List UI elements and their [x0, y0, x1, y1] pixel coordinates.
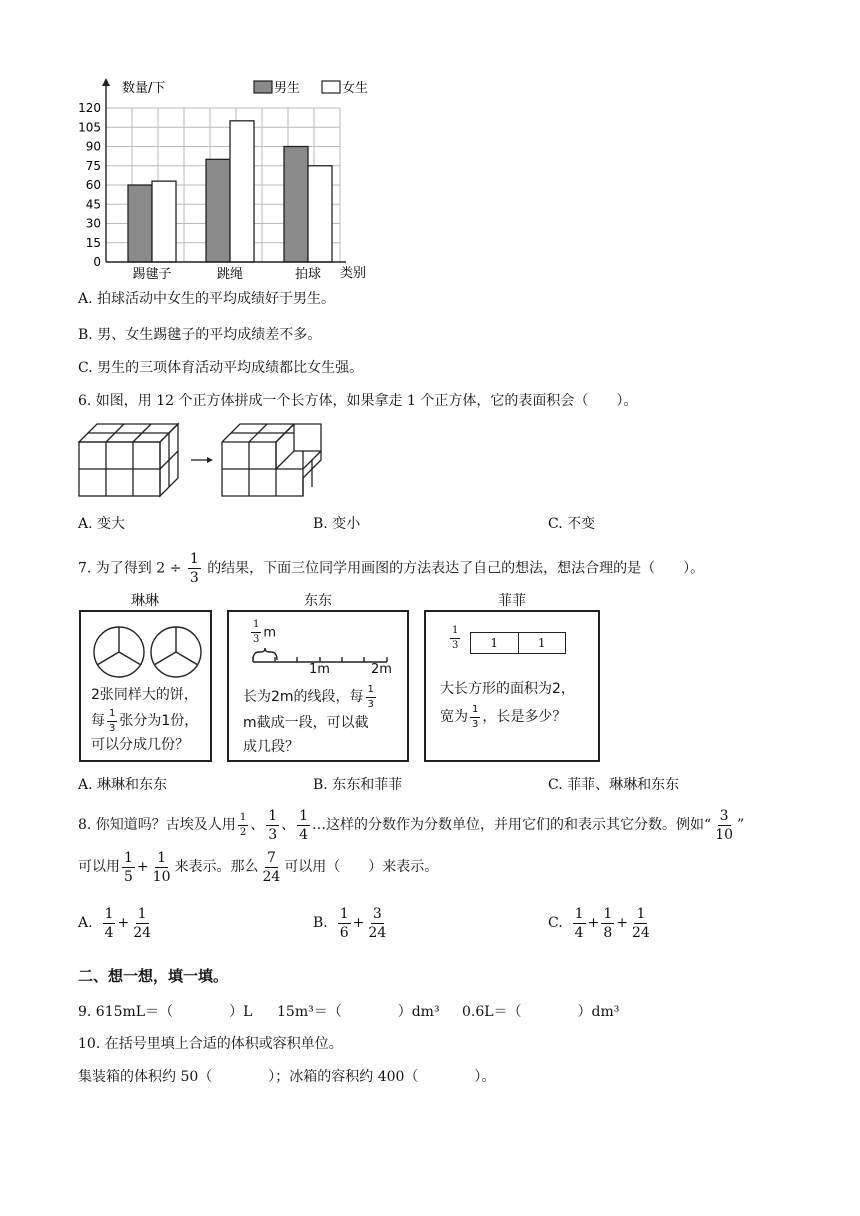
bar-女生-跳绳: [230, 121, 254, 262]
dongdong-fraction-label: $\frac{1}{3}$ m: [253, 619, 277, 645]
tick-1m: 1m: [309, 662, 330, 677]
bar-chart: [60, 72, 390, 282]
y-tick-label: 0: [93, 255, 101, 269]
tick-2m: 2m: [371, 662, 392, 677]
q7-fraction: $\frac{1}{3}$: [189, 551, 199, 586]
q5-option-a: A. 拍球活动中女生的平均成绩好于男生。: [78, 291, 336, 307]
x-tick-label: 跳绳: [216, 267, 244, 282]
q6-cube-figure: [75, 420, 335, 502]
dongdong-line1: 长为2m的线段，每 $\frac{1}{3}$: [243, 683, 374, 710]
q7-stem-pre: 7. 为了得到: [78, 560, 152, 577]
bar-男生-踢毽子: [128, 185, 152, 262]
legend-label: 女生: [342, 81, 369, 96]
y-tick-label: 45: [85, 197, 101, 212]
bar-女生-拍球: [308, 166, 332, 262]
dongdong-title: 东东: [304, 593, 332, 609]
bar-男生-跳绳: [206, 159, 230, 262]
y-axis-arrow: [102, 78, 110, 86]
q8-option-a: A. $\frac{1}{4}$ + $\frac{1}{24}$: [78, 905, 152, 941]
q7-stem: [78, 552, 704, 585]
dongdong-line2: m截成一段，可以截: [243, 715, 369, 731]
q6-option-c: C. 不变: [548, 516, 596, 532]
section-2-heading: 二、想一想，填一填。: [78, 967, 229, 985]
q7-option-a: A. 琳琳和东东: [78, 777, 168, 793]
x-tick-label: 踢毽子: [132, 267, 172, 282]
feifei-width-fraction: $\frac{1}{3}$: [452, 625, 459, 651]
linlin-line1: 2张同样大的饼，: [91, 687, 198, 703]
q5-option-b: B. 男、女生踢毽子的平均成绩差不多。: [78, 327, 322, 343]
chart-legend: [254, 80, 368, 96]
y-tick-label: 120: [78, 101, 101, 115]
q6-stem: 6. 如图，用 12 个正方体拼成一个长方体，如果拿走 1 个正方体，它的表面积会（ ）。: [78, 393, 638, 409]
y-tick-label: 75: [85, 158, 101, 173]
q9-part3: 0.6L＝（ ）dm³: [462, 1004, 620, 1020]
feifei-title: 菲菲: [498, 593, 526, 609]
q7-option-b: B. 东东和菲菲: [313, 777, 403, 793]
q5-option-c: C. 男生的三项体育活动平均成绩都比女生强。: [78, 360, 364, 376]
feifei-line2: 宽为 $\frac{1}{3}$ ，长是多少？: [440, 703, 567, 730]
feifei-box: [424, 610, 600, 762]
q8-option-b: B. $\frac{1}{6}$ + $\frac{3}{24}$: [313, 905, 387, 941]
q7-option-c: C. 菲菲、琳琳和东东: [548, 777, 680, 793]
linlin-line2: 每 $\frac{1}{3}$ 张分为1份，: [91, 707, 199, 734]
q8-line1: 8. 你知道吗？古埃及人用 $\frac{1}{2}$ 、 $\frac{1}{3}$ 、 $\frac{1}{4}$ …这样的分数作为分数单位，并用它们的和表示其它分数。例如“ $\frac{3}{10}$ ”: [78, 807, 745, 843]
linlin-box: [79, 610, 212, 762]
q10-stem: 10. 在括号里填上合适的体积或容积单位。: [78, 1036, 343, 1052]
feifei-line1: 大长方形的面积为2，: [440, 681, 575, 697]
feifei-cell-2: 1: [537, 636, 546, 650]
q9-part2: 15m³＝（ ）dm³: [277, 1004, 440, 1020]
unit-half: $\frac{1}{2}$: [239, 811, 247, 838]
dongdong-box: [227, 610, 409, 762]
q7-stem-post: 的结果，下面三位同学用画图的方法表达了自己的想法，想法合理的是（ ）。: [207, 560, 705, 577]
legend-swatch-女生: [322, 81, 340, 93]
q8-line2: 可以用 $\frac{1}{5}$ + $\frac{1}{10}$ 来表示。那么 $\frac{7}{24}$ 可以用（ ）来表示。: [78, 849, 439, 885]
target-fraction: $\frac{7}{24}$: [262, 849, 281, 885]
pancakes-figure: [93, 624, 203, 682]
feifei-rectangle: [470, 632, 566, 654]
q6-option-b: B. 变小: [313, 516, 361, 532]
chart-xlabel: 类别: [340, 266, 367, 281]
q8-option-c: C. $\frac{1}{4}$ + $\frac{1}{8}$ + $\frac{1}{24}$: [548, 905, 650, 941]
example-fraction: $\frac{3}{10}$: [715, 807, 734, 843]
dongdong-line3: 成几段？: [243, 739, 299, 755]
bar-男生-拍球: [284, 147, 308, 263]
legend-label: 男生: [274, 81, 301, 96]
q6-option-a: A. 变大: [78, 516, 126, 532]
y-tick-label: 105: [78, 120, 101, 135]
y-tick-label: 15: [85, 235, 101, 250]
feifei-cell-1: 1: [471, 633, 519, 653]
linlin-line3: 可以分成几份？: [91, 737, 189, 753]
x-tick-label: 拍球: [294, 267, 322, 282]
linlin-title: 琳琳: [131, 593, 159, 609]
chart-ylabel: 数量/下: [122, 81, 166, 96]
q9-part1: 9. 615mL＝（ ）L: [78, 1004, 253, 1020]
bar-女生-踢毽子: [152, 181, 176, 262]
y-tick-label: 60: [85, 178, 101, 192]
q7-expr: 2 ÷: [156, 560, 182, 577]
legend-swatch-男生: [254, 81, 272, 93]
chart-bars: [128, 121, 332, 262]
y-tick-label: 90: [85, 139, 101, 154]
y-tick-label: 30: [85, 216, 101, 231]
q10-line: 集装箱的体积约 50（ ）；冰箱的容积约 400（ ）。: [78, 1069, 496, 1085]
